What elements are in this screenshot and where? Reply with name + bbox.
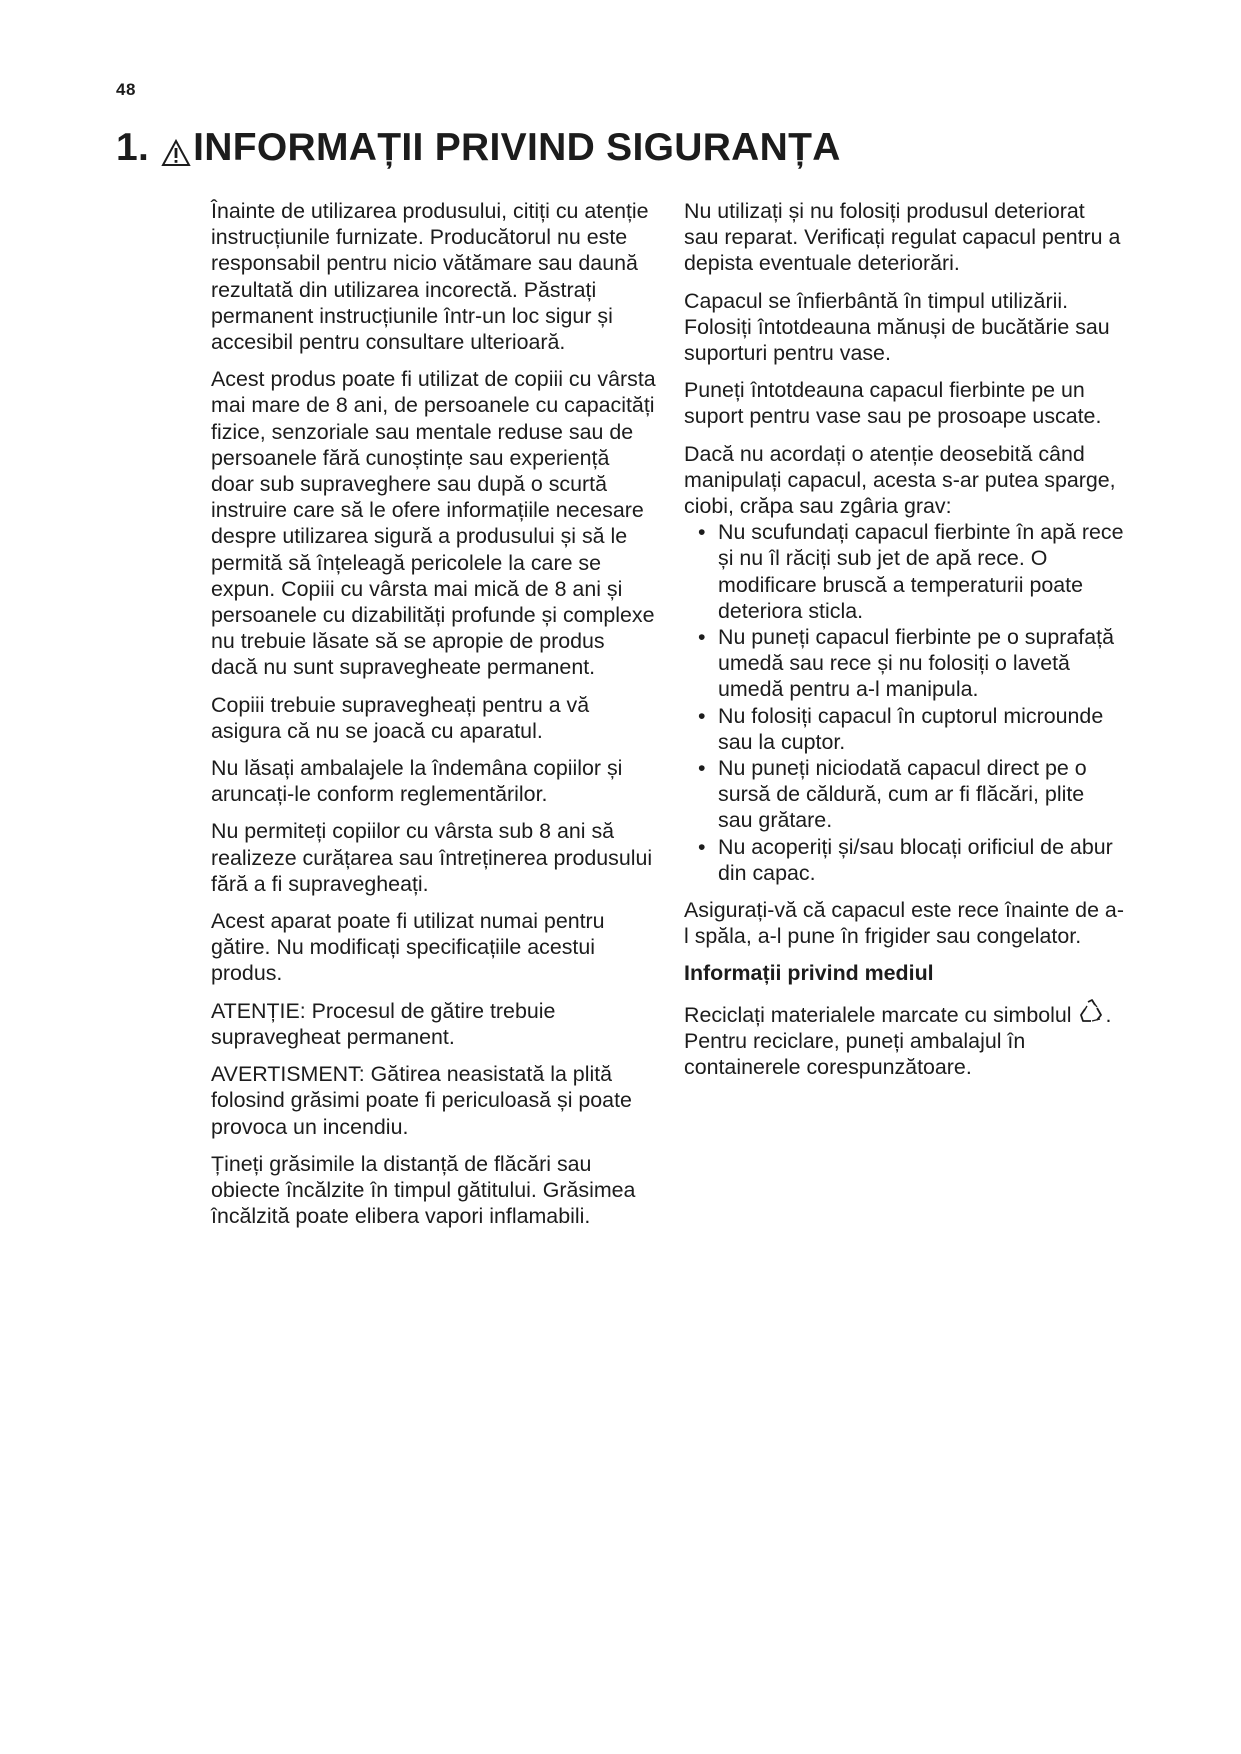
bullet-list [684, 519, 1124, 886]
bullet-dot: • [698, 520, 706, 545]
list-item [684, 834, 1124, 886]
page-number: 48 [116, 80, 136, 99]
heading-number: 1. [116, 126, 150, 169]
list-item [684, 519, 1124, 624]
left-column [211, 198, 656, 1240]
environment-paragraph [684, 998, 1124, 1081]
paragraph: Nu permiteți copiilor cu vârsta sub 8 ani să realizeze curățarea sau întreținerea produsului fără a fi supravegheați. [211, 819, 653, 896]
paragraph: Acest produs poate fi utilizat de copiii cu vârsta mai mare de 8 ani, de persoanele cu capacități fizice, senzoriale sau mentale reduse sau de persoanele fără cunoștințe sau experiență doar sub supraveghere sau după o scurtă instruire care să le ofere informațiile necesare despre utilizarea sigură a produsului și să le permită să înțeleagă pericolele la care se expun. Copiii cu vârsta mai mică de 8 ani și persoanele cu dizabilități profunde și complexe nu trebuie lăsate să se apropie de produs dacă nu sunt supravegheate permanent. [211, 367, 656, 680]
paragraph: Țineți grăsimile la distanță de flăcări sau obiecte încălzite în timpul gătitului. Grăsimea încălzită poate elibera vapori inflamabili. [211, 1151, 636, 1229]
paragraph: Capacul se înfierbântă în timpul utilizării. Folosiți întotdeauna mănuși de bucătărie sau suporturi pentru vase. [684, 288, 1110, 366]
paragraph: Asigurați-vă că capacul este rece înainte de a-l spăla, a-l pune în frigider sau congelator. [684, 898, 1124, 949]
heading-title: INFORMAȚII PRIVIND SIGURANȚA [193, 126, 841, 169]
section-heading: Informații privind mediul [684, 961, 934, 986]
list-item-text: Nu acoperiți și/sau blocați orificiul de abur din capac. [718, 834, 1113, 885]
list-item-text: Nu puneți niciodată capacul direct pe o sursă de căldură, cum ar fi flăcări, plite sau grătare. [718, 756, 1087, 833]
bullet-dot: • [698, 703, 706, 728]
environment-text-continued: . Pentru reciclare, puneți ambalajul în containerele corespunzătoare. [684, 1002, 1112, 1080]
paragraph: Dacă nu acordați o atenție deosebită când manipulați capacul, acesta s-ar putea sparge, ciobi, crăpa sau zgâria grav: [684, 441, 1116, 519]
list-item [684, 624, 1124, 703]
paragraph: Puneți întotdeauna capacul fierbinte pe un suport pentru vase sau pe prosoape uscate. [684, 378, 1102, 429]
page-title [116, 128, 841, 167]
bullet-dot: • [698, 756, 706, 781]
paragraph: Copiii trebuie supravegheați pentru a vă asigura că nu se joacă cu aparatul. [211, 692, 590, 743]
paragraph: Nu lăsați ambalajele la îndemâna copiilor și aruncați-le conform reglementărilor. [211, 756, 623, 807]
list-item [684, 755, 1124, 834]
right-column [684, 198, 1124, 1091]
paragraph: Nu utilizați și nu folosiți produsul deteriorat sau reparat. Verificați regulat capacul pentru a depista eventuale deteriorări. [684, 199, 1121, 276]
warning-triangle-icon [161, 135, 191, 163]
recycle-icon [1078, 998, 1106, 1024]
list-item [684, 703, 1124, 755]
list-item-text: Nu scufundați capacul fierbinte în apă rece și nu îl răciți sub jet de apă rece. O modificare bruscă a temperaturii poate deteriora sticla. [718, 520, 1124, 623]
bullet-dot: • [698, 834, 706, 859]
list-item-text: Nu folosiți capacul în cuptorul microunde sau la cuptor. [718, 703, 1104, 754]
paragraph: Acest aparat poate fi utilizat numai pentru gătire. Nu modificați specificațiile acestui produs. [211, 909, 605, 986]
list-item-text: Nu puneți capacul fierbinte pe o suprafață umedă sau rece și nu folosiți o lavetă umedă pentru a-l manipula. [718, 625, 1114, 702]
warning-note: ATENȚIE: Procesul de gătire trebuie supravegheat permanent. [211, 998, 556, 1049]
environment-text: Reciclați materialele marcate cu simbolul [684, 1002, 1072, 1027]
bullet-dot: • [698, 625, 706, 650]
warning-note: AVERTISMENT: Gătirea neasistată la plită folosind grăsimi poate fi periculoasă și poate provoca un incendiu. [211, 1062, 632, 1139]
paragraph: Înainte de utilizarea produsului, citiți cu atenție instrucțiunile furnizate. Producătorul nu este responsabil pentru nicio vătămare sau daună rezultată din utilizarea incorectă. Păstrați permanent instrucțiunile într-un loc sigur și accesibil pentru consultare ulterioară. [211, 199, 649, 355]
